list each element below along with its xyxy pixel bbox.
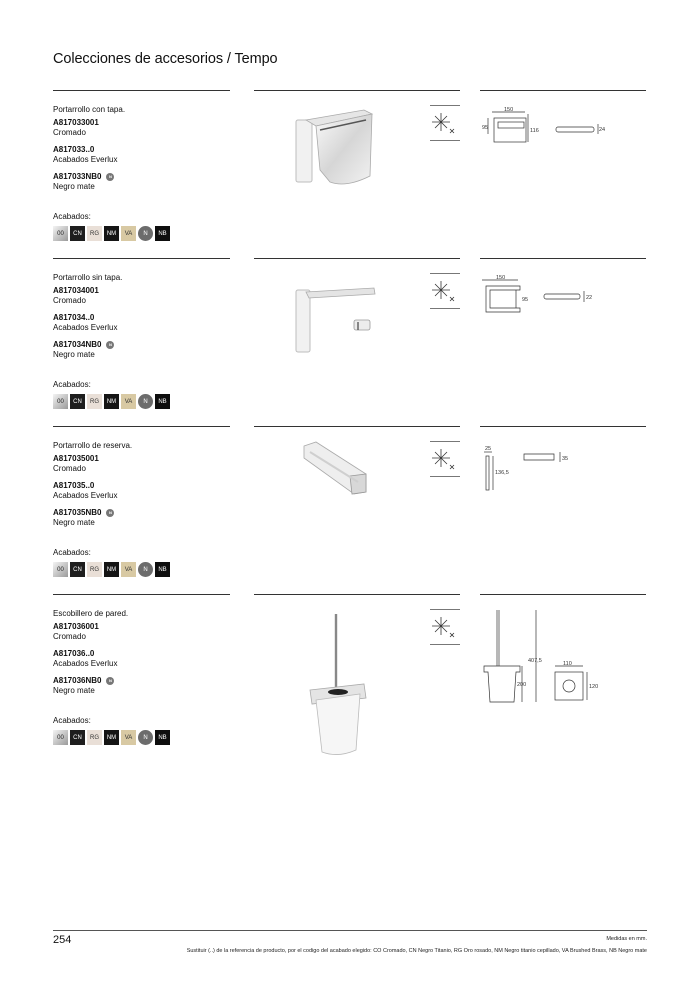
ref-code: A817036NB0 — [53, 676, 102, 685]
product-finish: Acabados Everlux — [53, 491, 118, 500]
swatch-rg: RG — [87, 730, 102, 745]
swatch-00: 00 — [53, 730, 68, 745]
dim-label: 25 — [485, 446, 492, 452]
product-ref — [53, 508, 243, 518]
swatch-nb: NB — [155, 394, 170, 409]
product-info — [53, 273, 243, 367]
product-photo-toilet-brush — [254, 594, 424, 762]
technical-drawing — [480, 100, 645, 200]
swatch-n: N — [138, 562, 153, 577]
product-ref: A817034..0 — [53, 313, 95, 322]
dim-label: 407,5 — [528, 658, 542, 664]
product-info — [53, 105, 243, 199]
sparkle-icon — [430, 441, 460, 477]
swatch-rg: RG — [87, 562, 102, 577]
product-info — [53, 609, 243, 703]
swatch-cn: CN — [70, 226, 85, 241]
swatch-va: VA — [121, 226, 136, 241]
swatch-cn: CN — [70, 394, 85, 409]
product-photo-spare-roll-holder — [254, 426, 424, 594]
product-ref — [53, 172, 243, 182]
finish-codes-note: Sustituir (..) de la referencia de producto, por el codigo del acabado elegido: CO Cromado, CN Negro Titanio, RG Oro rosado, NM Negro titanio cepillado, VA Brushed Brass, NB Negro mate — [186, 948, 647, 954]
finish-swatches — [53, 730, 170, 745]
finish-swatches — [53, 394, 170, 409]
product-finish: Negro mate — [53, 350, 95, 359]
product-finish: Negro mate — [53, 686, 95, 695]
finishes-label: Acabados: — [53, 212, 91, 221]
dim-label: 136,5 — [495, 470, 509, 476]
swatch-nm: NM — [104, 394, 119, 409]
product-ref — [53, 340, 243, 350]
product-finish: Cromado — [53, 632, 86, 641]
swatch-nm: NM — [104, 562, 119, 577]
swatch-cn: CN — [70, 562, 85, 577]
finishes-label: Acabados: — [53, 548, 91, 557]
product-ref: A817035..0 — [53, 481, 95, 490]
swatch-nb: NB — [155, 226, 170, 241]
page-number: 254 — [53, 934, 72, 946]
swatch-nm: NM — [104, 730, 119, 745]
product-info — [53, 441, 243, 535]
nb-badge-icon: N — [106, 677, 114, 685]
swatch-n: N — [138, 394, 153, 409]
product-ref: A817034001 — [53, 286, 99, 295]
product-section — [0, 90, 700, 258]
product-name: Portarrollo con tapa. — [53, 105, 126, 114]
finish-swatches — [53, 562, 170, 577]
nb-badge-icon: N — [106, 509, 114, 517]
dim-label: 150 — [496, 275, 506, 281]
dim-label: 24 — [599, 127, 606, 133]
product-section — [0, 258, 700, 426]
product-ref: A817036..0 — [53, 649, 95, 658]
swatch-n: N — [138, 730, 153, 745]
product-section — [0, 594, 700, 762]
dim-label: 200 — [517, 682, 527, 688]
dim-label: 110 — [563, 661, 572, 667]
product-finish: Acabados Everlux — [53, 155, 118, 164]
dim-label: 116 — [530, 128, 539, 134]
product-ref: A817033..0 — [53, 145, 95, 154]
product-section — [0, 426, 700, 594]
product-ref: A817036001 — [53, 622, 99, 631]
product-finish: Cromado — [53, 464, 86, 473]
ref-code: A817034NB0 — [53, 340, 102, 349]
ref-code: A817033NB0 — [53, 172, 102, 181]
swatch-n: N — [138, 226, 153, 241]
finishes-label: Acabados: — [53, 380, 91, 389]
nb-badge-icon: N — [106, 341, 114, 349]
swatch-cn: CN — [70, 730, 85, 745]
product-name: Escobillero de pared. — [53, 609, 129, 618]
dim-label: 95 — [522, 297, 529, 303]
product-finish: Negro mate — [53, 182, 95, 191]
units-note: Medidas en mm. — [606, 936, 647, 942]
product-name: Portarrollo sin tapa. — [53, 273, 123, 282]
product-ref: A817033001 — [53, 118, 99, 127]
ref-code: A817035NB0 — [53, 508, 102, 517]
technical-drawing — [480, 436, 645, 536]
swatch-va: VA — [121, 730, 136, 745]
product-photo-roll-holder — [254, 258, 424, 426]
dim-label: 95 — [482, 125, 489, 131]
page-title: Colecciones de accesorios / Tempo — [53, 51, 278, 67]
sparkle-icon — [430, 273, 460, 309]
sparkle-icon — [430, 609, 460, 645]
product-finish: Cromado — [53, 296, 86, 305]
dim-label: 35 — [562, 456, 569, 462]
swatch-00: 00 — [53, 394, 68, 409]
swatch-va: VA — [121, 562, 136, 577]
swatch-00: 00 — [53, 226, 68, 241]
product-ref: A817035001 — [53, 454, 99, 463]
swatch-rg: RG — [87, 394, 102, 409]
technical-drawing — [480, 604, 645, 704]
swatch-nb: NB — [155, 730, 170, 745]
product-name: Portarrollo de reserva. — [53, 441, 133, 450]
technical-drawing — [480, 268, 645, 368]
dim-label: 150 — [504, 107, 514, 113]
product-photo-roll-holder-cover — [254, 90, 424, 258]
swatch-nm: NM — [104, 226, 119, 241]
sparkle-icon — [430, 105, 460, 141]
product-finish: Negro mate — [53, 518, 95, 527]
swatch-va: VA — [121, 394, 136, 409]
swatch-00: 00 — [53, 562, 68, 577]
swatch-rg: RG — [87, 226, 102, 241]
swatch-nb: NB — [155, 562, 170, 577]
product-finish: Acabados Everlux — [53, 659, 118, 668]
product-finish: Acabados Everlux — [53, 323, 118, 332]
product-ref — [53, 676, 243, 686]
dim-label: 22 — [586, 295, 593, 301]
finishes-label: Acabados: — [53, 716, 91, 725]
finish-swatches — [53, 226, 170, 241]
footer-rule — [53, 930, 647, 931]
nb-badge-icon: N — [106, 173, 114, 181]
product-finish: Cromado — [53, 128, 86, 137]
dim-label: 120 — [589, 684, 599, 690]
